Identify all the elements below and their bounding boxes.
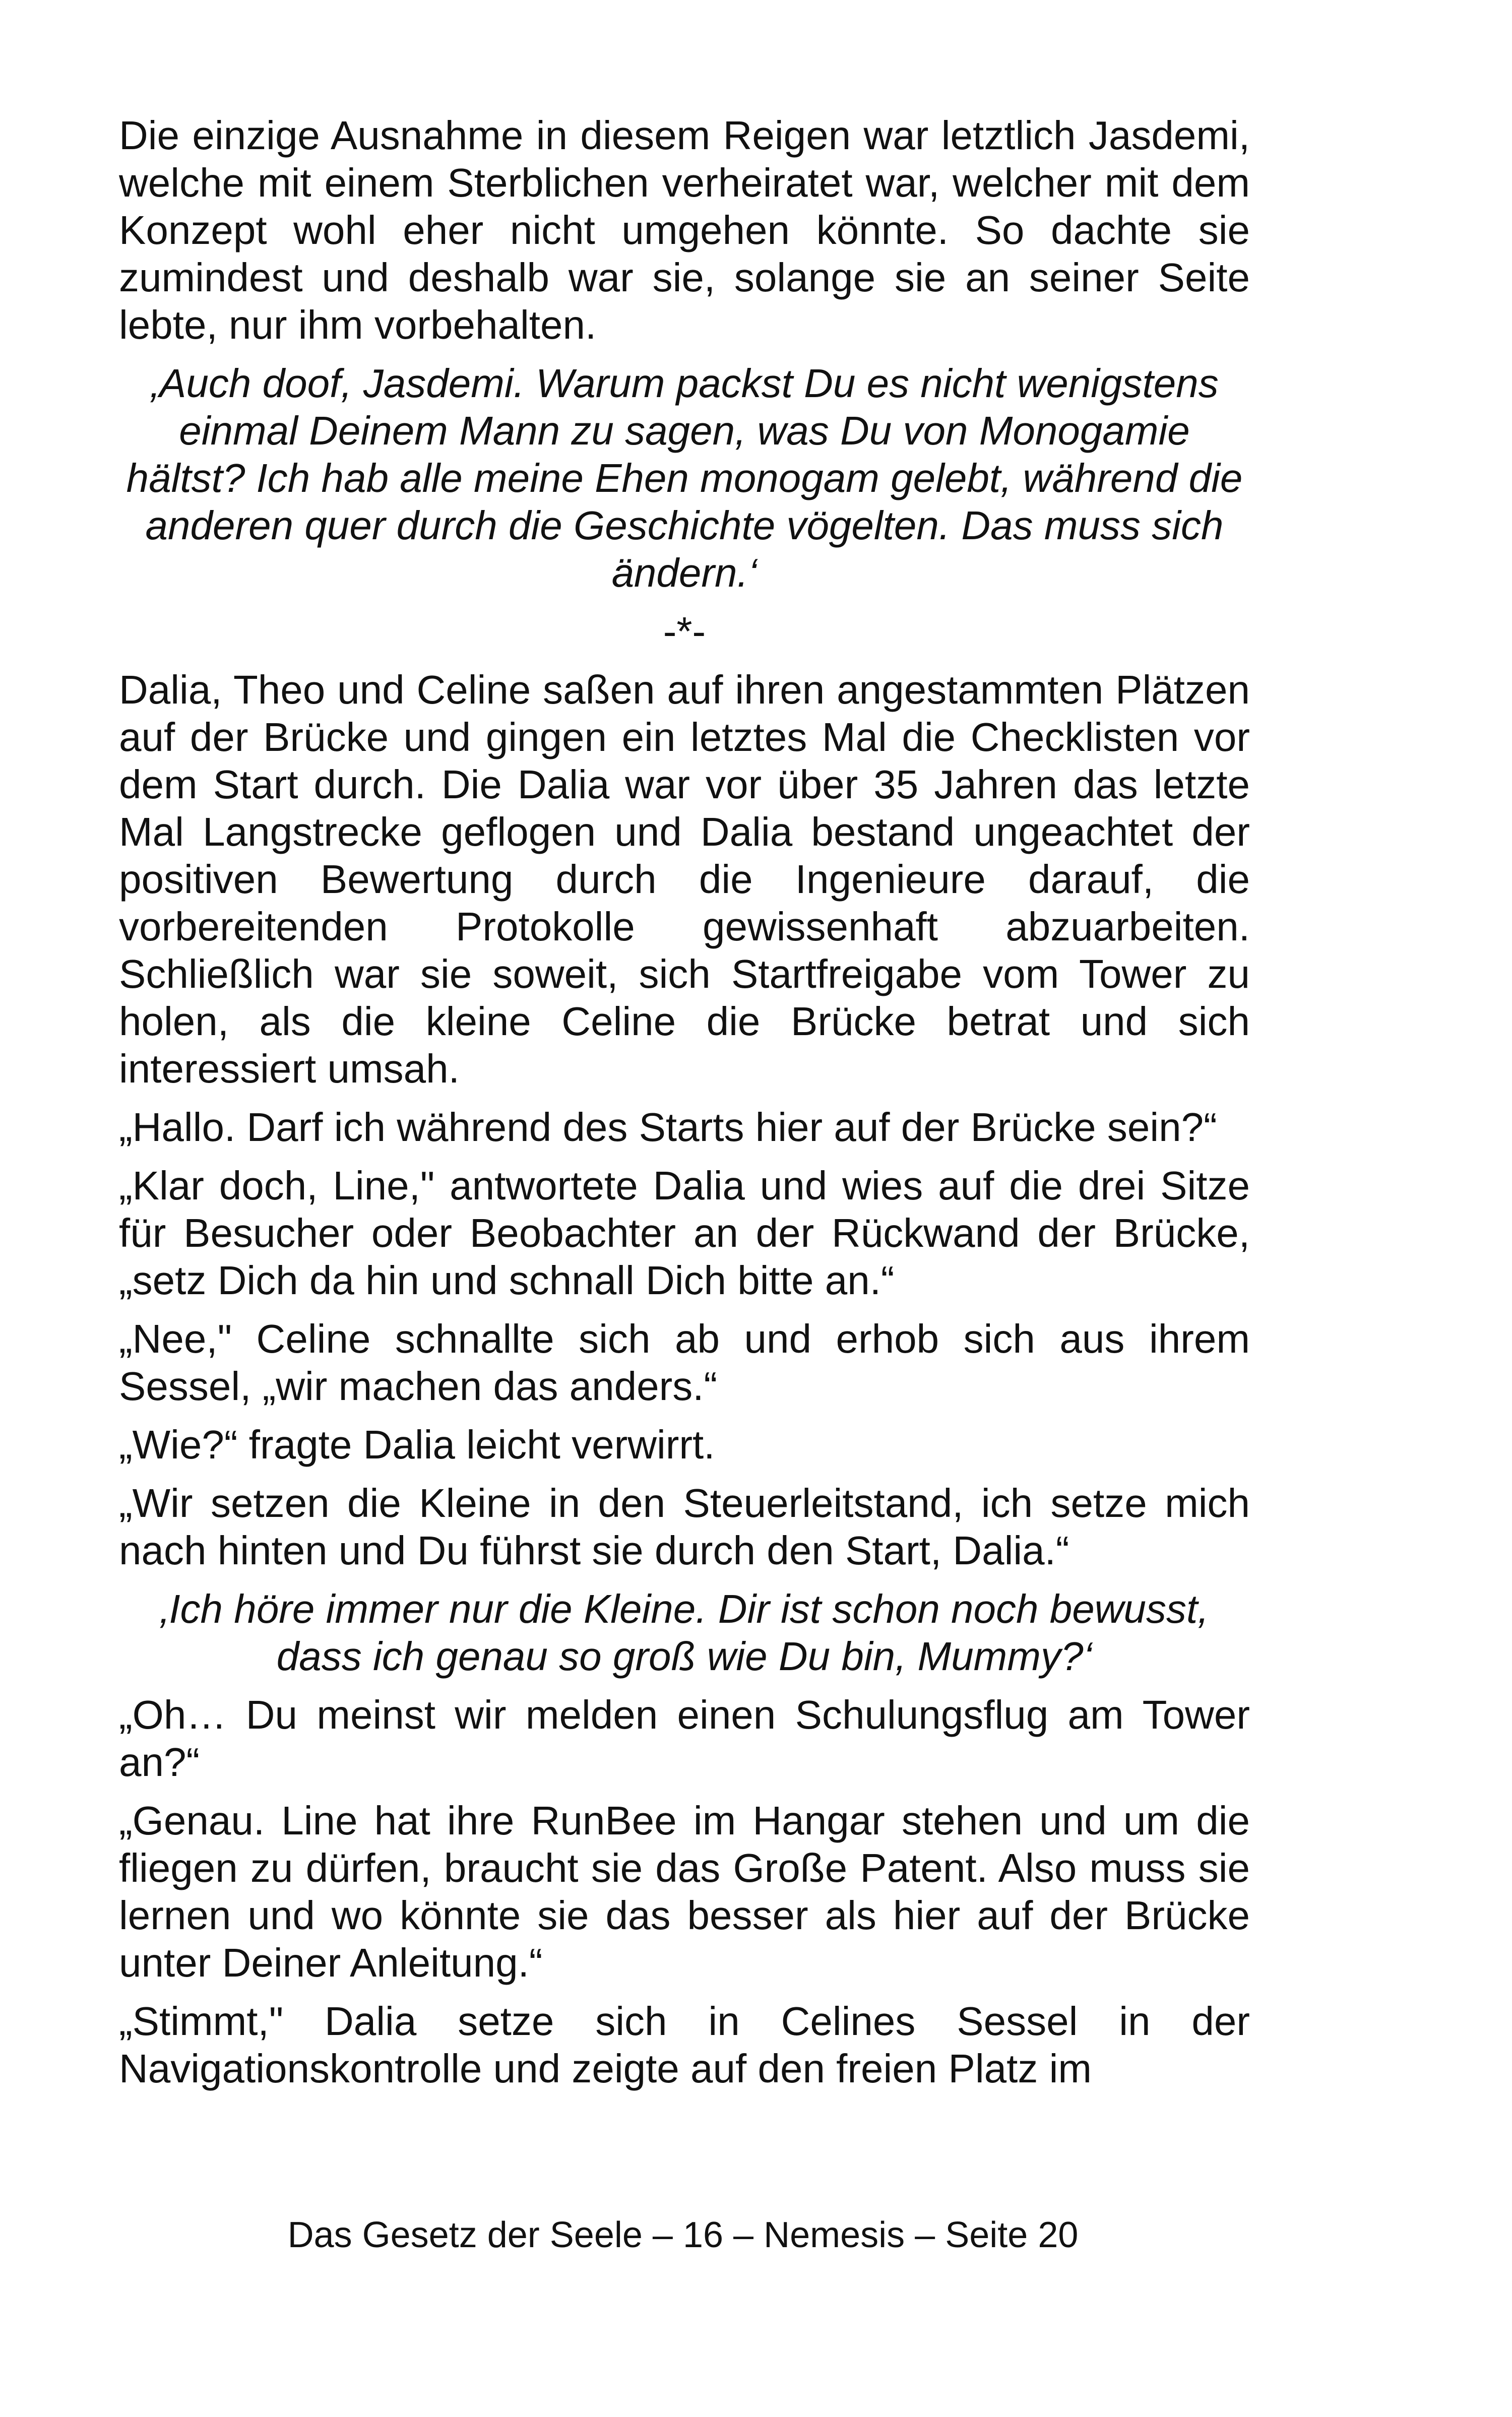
dialogue-oh: „Oh… Du meinst wir melden einen Schulungsflug am Tower an?“ [119,1692,1250,1785]
dialogue-hallo: „Hallo. Darf ich während des Starts hier auf der Brücke sein?“ [119,1105,1217,1150]
paragraph-jasdemi: Die einzige Ausnahme in diesem Reigen war letztlich Jasdemi, welche mit einem Sterblichen verheiratet war, welcher mit dem Konzept wohl eher nicht umgehen könnte. So dachte sie zumindest und deshalb war sie, solange sie an seiner Seite lebte, nur ihm vorbehalten. [119,113,1250,347]
page-body [119,112,1250,2092]
thought-jasdemi: ‚Auch doof, Jasdemi. Warum packst Du es nicht wenigstens einmal Deinem Mann zu sagen, was Du von Monogamie hältst? Ich hab alle meine Ehen monogam gelebt, während die anderen quer durch die Geschichte vögelten. Das muss sich ändern.‘ [126,361,1243,595]
section-separator: -*- [663,609,706,654]
page-footer: Das Gesetz der Seele – 16 – Nemesis – Seite 20 [287,2215,1079,2255]
dialogue-wir-setzen: „Wir setzen die Kleine in den Steuerleitstand, ich setze mich nach hinten und Du führst sie durch den Start, Dalia.“ [119,1481,1250,1573]
thought-kleine: ‚Ich höre immer nur die Kleine. Dir ist schon noch bewusst, dass ich genau so groß wie Du bin, Mummy?‘ [160,1586,1209,1679]
dialogue-wie: „Wie?“ fragte Dalia leicht verwirrt. [119,1422,715,1467]
dialogue-genau: „Genau. Line hat ihre RunBee im Hangar stehen und um die fliegen zu dürfen, braucht sie das Große Patent. Also muss sie lernen und wo könnte sie das besser als hier auf der Brücke unter Deiner Anleitung.“ [119,1798,1250,1985]
paragraph-bridge: Dalia, Theo und Celine saßen auf ihren angestammten Plätzen auf der Brücke und gingen ein letztes Mal die Checklisten vor dem Start durch. Die Dalia war vor über 35 Jahren das letzte Mal Langstrecke geflogen und Dalia bestand ungeachtet der positiven Bewertung durch die Ingenieure darauf, die vorbereitenden Protokolle gewissenhaft abzuarbeiten. Schließlich war sie soweit, sich Startfreigabe vom Tower zu holen, als die kleine Celine die Brücke betrat und sich interessiert umsah. [119,667,1250,1091]
dialogue-nee: „Nee," Celine schnallte sich ab und erhob sich aus ihrem Sessel, „wir machen das anders.“ [119,1316,1250,1409]
dialogue-klar-doch: „Klar doch, Line," antwortete Dalia und wies auf die drei Sitze für Besucher oder Beobachter an der Rückwand der Brücke, „setz Dich da hin und schnall Dich bitte an.“ [119,1163,1250,1303]
dialogue-stimmt: „Stimmt," Dalia setze sich in Celines Sessel in der Navigationskontrolle und zeigte auf den freien Platz im [119,1999,1250,2091]
